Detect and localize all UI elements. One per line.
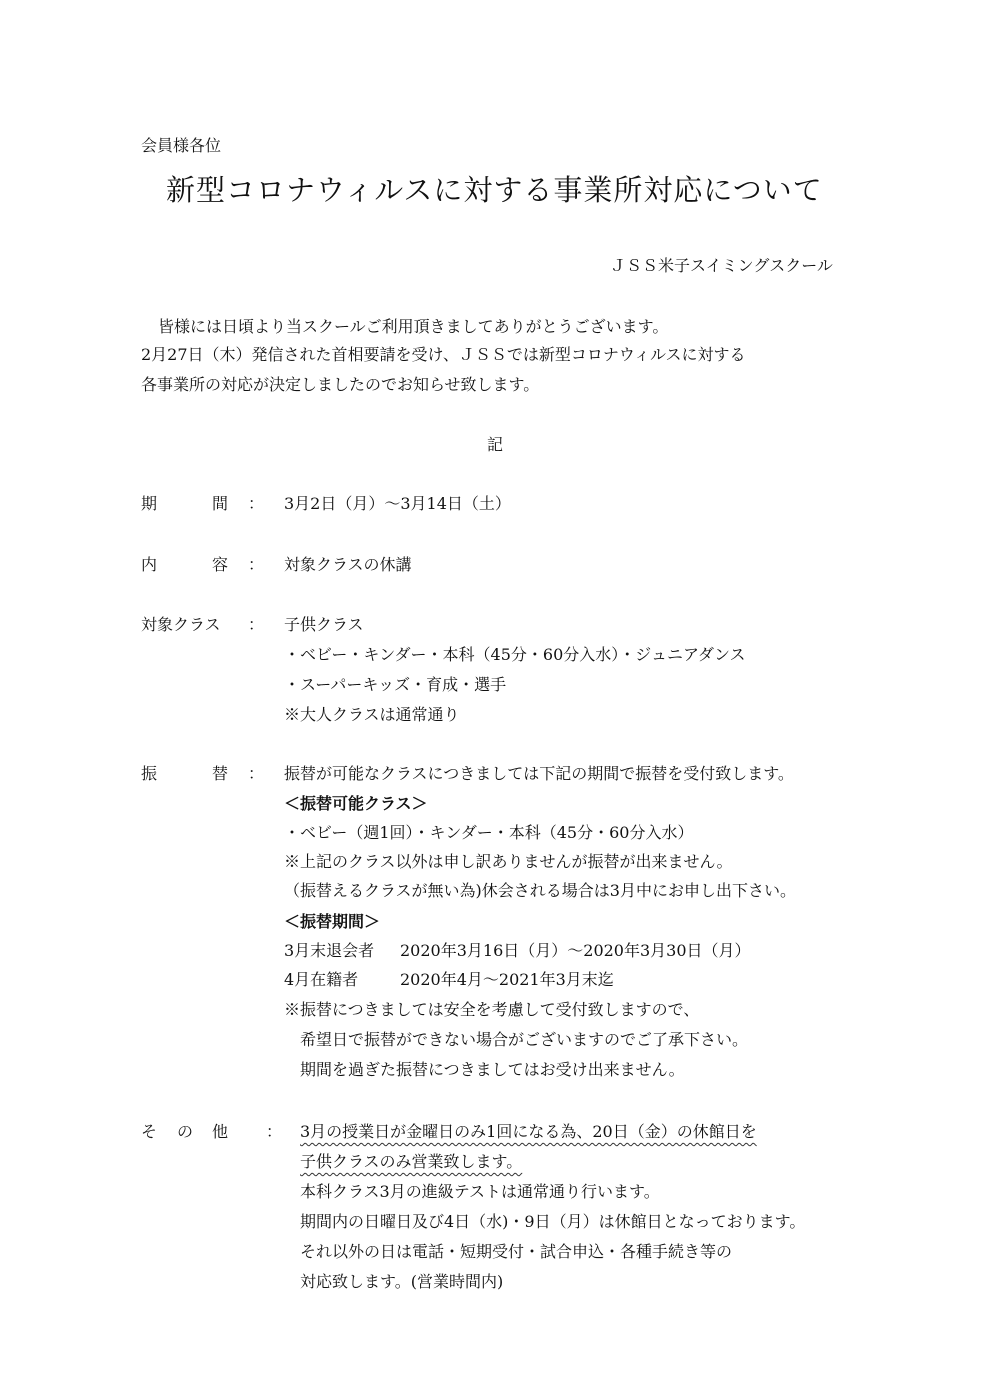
other-label-c: 他 [212,1122,229,1141]
transfer-classes-heading: ＜振替可能クラス＞ [284,794,428,813]
transfer-classes-line: ・ベビー（週1回）・キンダー・本科（45分・60分入水） [284,823,694,842]
target-line: ※大人クラスは通常通り [284,705,460,724]
other-line: 対応致します。(営業時間内) [300,1272,504,1291]
enrolled-label: 4月在籍者 [284,970,359,989]
transfer-label-a: 振 [141,764,158,783]
content-value: 対象クラスの休講 [284,555,412,574]
transfer-colon: ： [248,764,265,783]
content-colon: ： [248,555,265,574]
target-line: ・スーパーキッズ・育成・選手 [284,675,507,694]
withdraw-value: 2020年3月16日（月）～2020年3月30日（月） [400,941,751,960]
withdraw-label: 3月末退会者 [284,941,375,960]
period-label-a: 期 [141,494,158,513]
period-value: 3月2日（月）～3月14日（土） [284,494,511,513]
safety-line: 期間を過ぎた振替につきましてはお受け出来ません。 [300,1060,685,1079]
addressee: 会員様各位 [141,136,222,155]
ki-marker: 記 [487,435,504,454]
transfer-note: （振替えるクラスが無い為)休会される場合は3月中にお申し出下さい。 [284,881,796,900]
other-colon: ： [266,1122,283,1141]
other-line: 期間内の日曜日及び4日（水)・9日（月）は休館日となっております。 [300,1212,806,1231]
intro-line: 各事業所の対応が決定しましたのでお知らせ致します。 [141,375,540,394]
safety-line: 希望日で振替ができない場合がございますのでご了承下さい。 [300,1030,749,1049]
sender: ＪＳＳ米子スイミングスクール [610,256,833,275]
intro-line: 皆様には日頃より当スクールご利用頂きましてありがとうございます。 [158,317,669,336]
target-colon: ： [248,615,265,634]
target-label: 対象クラス [141,615,221,634]
page-title: 新型コロナウィルスに対する事業所対応について [166,173,823,207]
transfer-period-heading: ＜振替期間＞ [284,912,381,931]
period-label-b: 間 [212,494,229,513]
transfer-label-b: 替 [212,764,229,783]
period-colon: ： [248,494,265,513]
content-label-b: 容 [212,555,229,574]
other-underlined-line: 3月の授業日が金曜日のみ1回になる為、20日（金）の休館日を [300,1122,757,1141]
target-line: 子供クラス [284,615,364,634]
target-line: ・ベビー・キンダー・本科（45分・60分入水）・ジュニアダンス [284,645,746,664]
transfer-note: ※上記のクラス以外は申し訳ありませんが振替が出来ません。 [284,852,733,871]
other-line: 本科クラス3月の進級テストは通常通り行います。 [300,1182,660,1201]
other-underlined-line: 子供クラスのみ営業致します。 [300,1152,523,1171]
safety-line: ※振替につきましては安全を考慮して受付致しますので、 [284,1000,700,1019]
enrolled-value: 2020年4月～2021年3月末迄 [400,970,614,989]
other-label-a: そ [141,1122,158,1141]
intro-line: 2月27日（木）発信された首相要請を受け、ＪＳＳでは新型コロナウィルスに対する [141,345,746,364]
other-line: それ以外の日は電話・短期受付・試合申込・各種手続き等の [300,1242,733,1261]
content-label-a: 内 [141,555,158,574]
transfer-lead: 振替が可能なクラスにつきましては下記の期間で振替を受付致します。 [284,764,794,783]
other-label-b: の [177,1122,194,1141]
